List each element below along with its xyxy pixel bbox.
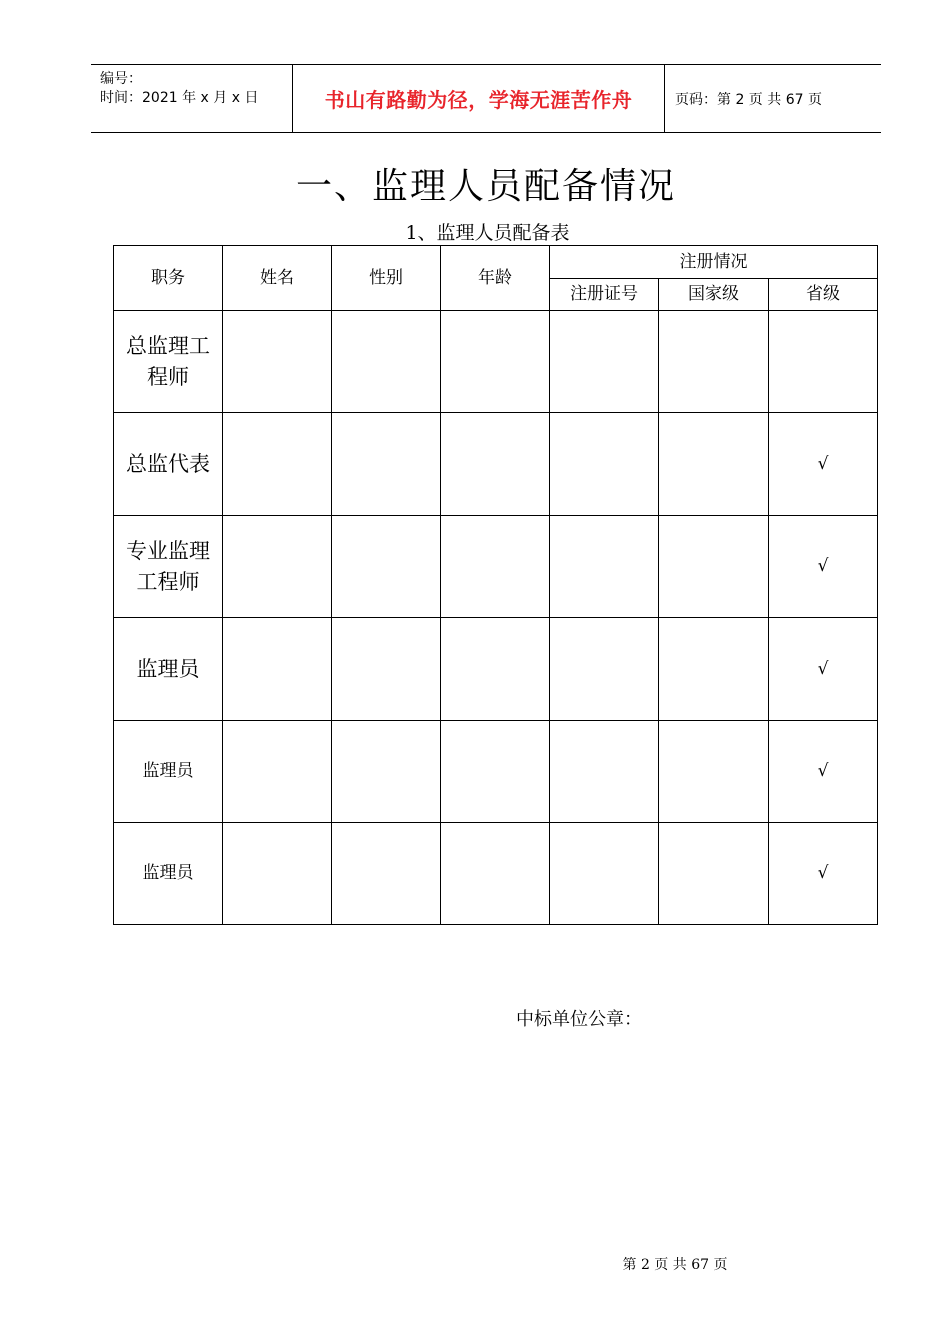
cell-provincial: √ — [769, 516, 878, 618]
table-row — [114, 413, 878, 516]
cell-reg-no — [550, 823, 659, 925]
cell-gender — [332, 618, 441, 721]
cell-provincial: √ — [769, 721, 878, 823]
footer-page-number: 第 2 页 共 67 页 — [622, 1257, 728, 1273]
cell-age — [441, 721, 550, 823]
cell-age — [441, 413, 550, 516]
cell-position: 监理员 — [114, 721, 223, 823]
cell-age — [441, 516, 550, 618]
header-national: 国家级 — [659, 279, 769, 311]
cell-provincial: √ — [769, 413, 878, 516]
cell-name — [223, 721, 332, 823]
cell-age — [441, 618, 550, 721]
table-row — [114, 823, 878, 925]
cell-name — [223, 311, 332, 413]
cell-gender — [332, 311, 441, 413]
table-row — [114, 618, 878, 721]
cell-gender — [332, 413, 441, 516]
header-age: 年龄 — [441, 246, 550, 311]
cell-position: 监理员 — [114, 618, 223, 721]
cell-national — [659, 311, 769, 413]
cell-reg-no — [550, 721, 659, 823]
header-registration: 注册情况 — [550, 246, 878, 279]
cell-provincial — [769, 311, 878, 413]
table-row — [114, 311, 878, 413]
table-header-row — [114, 246, 878, 279]
cell-national — [659, 823, 769, 925]
header-position: 职务 — [114, 246, 223, 311]
table-caption: 1、监理人员配备表 — [405, 222, 570, 244]
table-row — [114, 721, 878, 823]
header-meta — [91, 65, 293, 132]
cell-national — [659, 516, 769, 618]
cell-name — [223, 413, 332, 516]
header-page-info: 页码：第 2 页 共 67 页 — [675, 91, 822, 108]
cell-position: 监理员 — [114, 823, 223, 925]
cell-name — [223, 823, 332, 925]
cell-gender — [332, 721, 441, 823]
seal-label: 中标单位公章： — [516, 1009, 642, 1030]
cell-name — [223, 516, 332, 618]
cell-position: 专业监理工程师 — [114, 516, 223, 618]
cell-gender — [332, 823, 441, 925]
page-footer — [0, 1254, 950, 1274]
cell-reg-no — [550, 516, 659, 618]
cell-reg-no — [550, 311, 659, 413]
table-row — [114, 516, 878, 618]
cell-gender — [332, 516, 441, 618]
cell-position: 总监代表 — [114, 413, 223, 516]
page-title: 一、监理人员配备情况 — [295, 166, 676, 207]
cell-reg-no — [550, 618, 659, 721]
header-name: 姓名 — [223, 246, 332, 311]
staff-table — [113, 245, 878, 925]
cell-name — [223, 618, 332, 721]
cell-national — [659, 618, 769, 721]
page-header — [91, 64, 881, 133]
cell-provincial: √ — [769, 618, 878, 721]
code-label: 编号： — [100, 71, 142, 87]
time-label: 时间：2021 年 x 月 x 日 — [100, 90, 259, 106]
cell-national — [659, 721, 769, 823]
cell-provincial: √ — [769, 823, 878, 925]
header-provincial: 省级 — [769, 279, 878, 311]
cell-position: 总监理工程师 — [114, 311, 223, 413]
cell-reg-no — [550, 413, 659, 516]
header-gender: 性别 — [332, 246, 441, 311]
header-reg-no: 注册证号 — [550, 279, 659, 311]
cell-age — [441, 823, 550, 925]
header-motto: 书山有路勤为径，学海无涯苦作舟 — [293, 65, 665, 132]
cell-age — [441, 311, 550, 413]
cell-national — [659, 413, 769, 516]
